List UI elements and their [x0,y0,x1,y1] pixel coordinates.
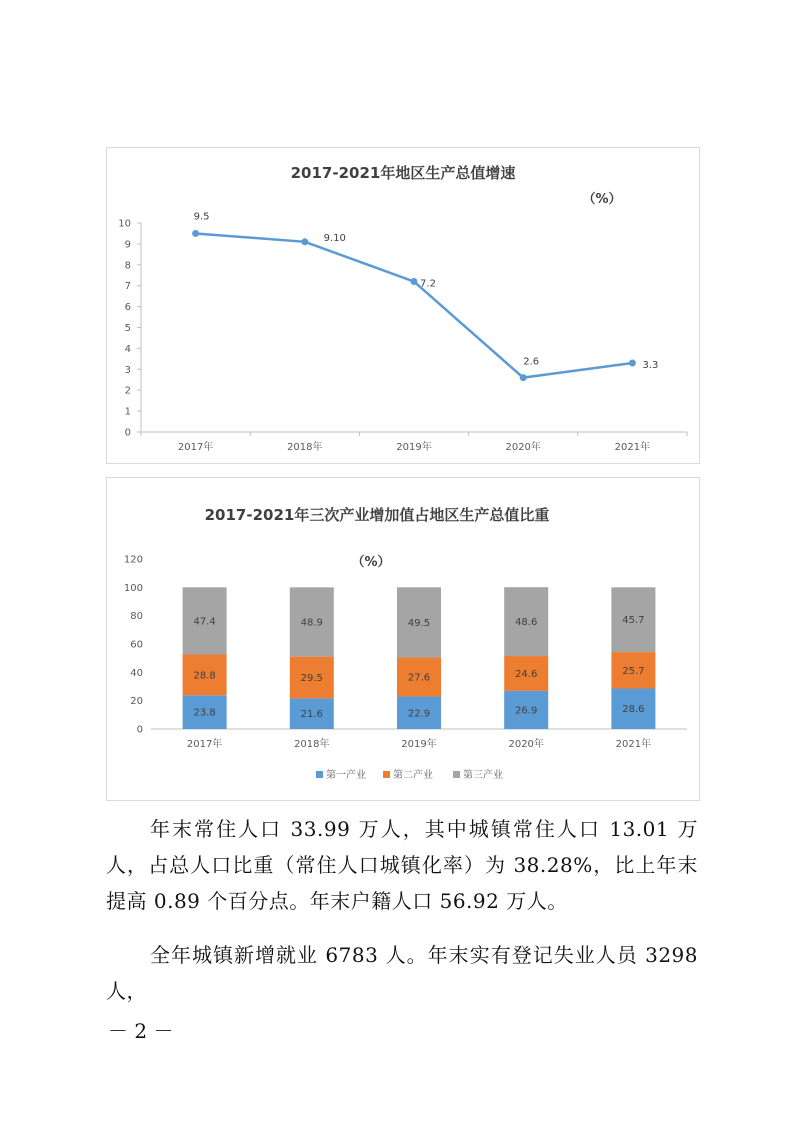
y-tick-label: 5 [124,323,131,334]
x-tick-label: 2020年 [505,442,541,453]
bar-label: 45.7 [622,615,645,627]
x-tick-label: 2018年 [294,739,330,750]
y-tick-label: 0 [124,427,131,439]
bar-label: 49.5 [407,617,431,629]
data-point [301,238,308,245]
data-point [629,360,636,367]
y-tick-label: 120 [123,554,143,566]
bar-label: 28.6 [622,704,645,716]
growth-rate-chart [106,147,700,464]
growth-rate-chart-svg [107,148,699,463]
y-tick-label: 40 [130,667,143,679]
data-label: 9.5 [193,211,210,223]
bar-label: 25.7 [622,665,645,677]
industry-share-chart [106,477,700,801]
bar-label: 48.6 [515,617,538,629]
chart1-title: 2017-2021年地区生产总值增速 [290,164,516,182]
y-tick-label: 3 [124,364,131,376]
bar-label: 27.6 [407,672,431,684]
x-tick-label: 2018年 [287,442,323,453]
legend-label: 第二产业 [393,770,433,781]
bar-label: 29.5 [300,673,323,685]
population-paragraph: 年末常住人口 33.99 万人，其中城镇常住人口 13.01 万人，占总人口比重（常住人口城镇化率）为 38.28%，比上年末提高 0.89 个百分点。年末户籍人口 56.92 万人。 [106,817,698,913]
y-tick-label: 4 [124,343,131,355]
x-tick-label: 2021年 [614,442,651,453]
data-label: 2.6 [523,356,540,368]
bar-label: 26.9 [515,705,538,717]
y-tick-label: 7 [124,281,131,293]
data-label: 3.3 [642,360,659,372]
series-line [196,233,633,377]
data-point [520,374,527,381]
y-tick-label: 6 [124,302,131,314]
y-tick-label: 2 [124,385,131,397]
x-tick-label: 2020年 [508,739,544,750]
data-label: 7.2 [420,278,436,290]
bar-label: 47.4 [193,616,216,628]
chart2-title: 2017-2021年三次产业增加值占地区生产总值比重 [204,506,550,524]
x-tick-label: 2021年 [615,739,652,750]
chart2-unit: （%） [351,555,391,570]
legend-swatch [316,771,323,778]
data-point [411,278,418,285]
y-tick-label: 60 [130,639,143,651]
bar-label: 23.8 [193,707,216,719]
y-tick-label: 9 [124,239,131,251]
bar-label: 24.6 [515,668,538,680]
employment-paragraph: 全年城镇新增就业 6783 人。年末实有登记失业人员 3298 人， [106,943,698,1003]
chart1-unit: （%） [582,192,622,207]
legend-swatch [383,771,390,778]
x-tick-label: 2019年 [396,442,432,453]
legend-label: 第一产业 [326,770,366,781]
y-tick-label: 8 [124,260,131,272]
data-point [192,230,199,237]
y-tick-label: 10 [118,218,131,230]
x-tick-label: 2017年 [186,739,223,750]
y-tick-label: 0 [136,724,143,736]
y-tick-label: 100 [123,582,143,594]
bar-label: 48.9 [300,617,323,629]
bar-label: 22.9 [407,708,431,720]
x-tick-label: 2017年 [177,442,214,453]
bar-label: 21.6 [300,709,323,721]
x-tick-label: 2019年 [401,739,437,750]
data-label: 9.10 [323,232,346,244]
bar-label: 28.8 [193,670,216,682]
legend-label: 第三产业 [463,770,503,781]
page-number: － 2 － [108,1019,174,1043]
industry-share-chart-svg [107,478,699,800]
y-tick-label: 20 [130,696,143,708]
legend-swatch [453,771,460,778]
y-tick-label: 1 [124,406,131,418]
y-tick-label: 80 [130,611,143,623]
